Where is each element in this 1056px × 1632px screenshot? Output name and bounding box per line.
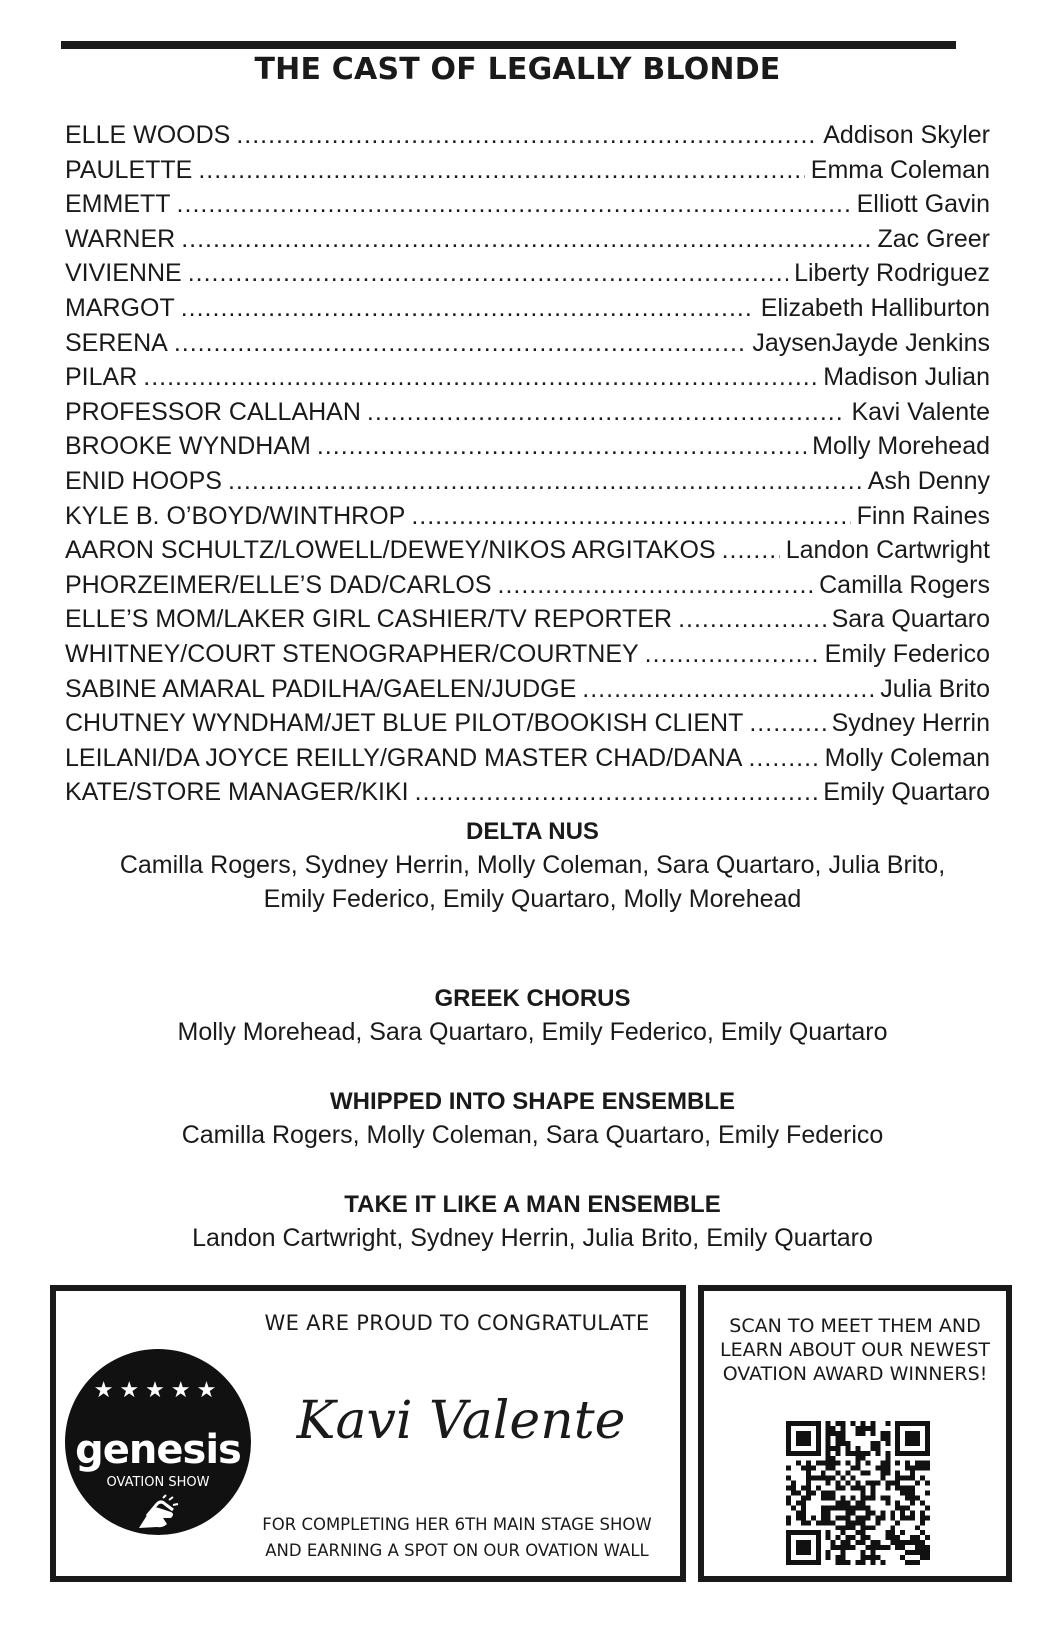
top-rule [61,41,956,49]
congrats-note-line: FOR COMPLETING HER 6TH MAIN STAGE SHOW [262,1515,652,1534]
cast-row [65,502,990,537]
ensemble-take-it-like-a-man [61,1188,1004,1255]
ensemble-greek-chorus [61,982,1004,1049]
cast-role: PHORZEIMER/ELLE’S DAD/CARLOS [65,570,492,599]
cast-actor: Ash Denny [867,466,990,495]
cast-list [65,121,990,813]
cast-row [65,363,990,398]
cast-role: EMMETT [65,190,171,219]
cast-role: CHUTNEY WYNDHAM/JET BLUE PILOT/BOOKISH CLIENT [65,709,744,738]
dot-leader [498,571,814,600]
cast-row [65,778,990,813]
cast-actor: Elizabeth Halliburton [760,293,990,322]
congrats-note [246,1512,668,1564]
dot-leader [722,536,780,565]
cast-row [65,121,990,156]
cast-role: ELLE’S MOM/LAKER GIRL CASHIER/TV REPORTER [65,605,673,634]
dot-leader [198,156,804,185]
cast-row [65,675,990,710]
dot-leader [181,294,755,323]
cast-actor: Zac Greer [877,224,990,253]
ensemble-whipped-into-shape [61,1085,1004,1152]
genesis-logo [65,1349,251,1535]
cast-actor: Finn Raines [856,501,990,530]
page-title: THE CAST OF LEGALLY BLONDE [254,52,781,87]
cast-role: WARNER [65,224,176,253]
qr-code-icon[interactable] [786,1421,930,1565]
cast-role: KYLE B. O’BOYD/WINTHROP [65,501,406,530]
cast-row [65,744,990,779]
cast-actor: JaysenJayde Jenkins [752,328,990,357]
logo-wordmark: genesis [75,1427,241,1473]
ensemble-heading: DELTA NUS [466,818,599,845]
qr-heading-line: LEARN ABOUT OUR NEWEST [719,1339,991,1361]
congrats-box [50,1285,686,1582]
cast-row [65,432,990,467]
cast-actor: Molly Coleman [824,743,990,772]
cast-row [65,640,990,675]
cast-row [65,605,990,640]
cast-role: VIVIENNE [65,259,182,288]
dot-leader [181,225,871,254]
dot-leader [228,467,862,496]
cast-row [65,571,990,606]
cast-row [65,294,990,329]
cast-actor: Emma Coleman [810,155,990,184]
qr-heading-line: OVATION AWARD WINNERS! [722,1363,988,1385]
dot-leader [317,432,806,461]
cast-role: MARGOT [65,293,175,322]
cast-role: SERENA [65,328,168,357]
cast-role: ELLE WOODS [65,121,231,149]
cast-actor: Emily Federico [824,639,990,668]
cast-actor: Molly Morehead [812,432,990,461]
dot-leader [645,640,819,669]
ensemble-members: Landon Cartwright, Sydney Herrin, Julia Brito, Emily Quartaro [192,1224,873,1252]
dot-leader [411,502,850,531]
cast-row [65,329,990,364]
ensemble-members: Camilla Rogers, Molly Coleman, Sara Quartaro, Emily Federico [181,1121,884,1149]
dot-leader [367,398,846,427]
ensemble-members: Emily Federico, Emily Quartaro, Molly Morehead [263,885,802,913]
cast-role: LEILANI/DA JOYCE REILLY/GRAND MASTER CHAD/DANA [65,743,743,772]
ensemble-heading: TAKE IT LIKE A MAN ENSEMBLE [344,1191,721,1218]
cast-role: AARON SCHULTZ/LOWELL/DEWEY/NIKOS ARGITAKOS [65,536,716,565]
congrats-heading: WE ARE PROUD TO CONGRATULATE [264,1311,650,1335]
dot-leader [415,778,818,807]
cast-row [65,156,990,191]
cast-role: PROFESSOR CALLAHAN [65,397,361,426]
dot-leader [678,605,825,634]
cast-actor: Madison Julian [823,363,990,392]
qr-heading [704,1314,1006,1386]
dot-leader [188,259,788,288]
logo-subtitle: OVATION SHOW [106,1475,210,1490]
cast-row [65,225,990,260]
dot-leader [177,190,851,219]
ensemble-heading: WHIPPED INTO SHAPE ENSEMBLE [330,1088,735,1115]
cast-actor: Liberty Rodriguez [794,259,990,288]
cast-actor: Landon Cartwright [785,536,990,565]
qr-heading-line: SCAN TO MEET THEM AND [729,1315,981,1337]
cast-actor: Camilla Rogers [819,570,990,599]
honoree-name: Kavi Valente [296,1391,626,1451]
cast-row [65,467,990,502]
cast-actor: Sara Quartaro [831,605,990,634]
cast-row [65,398,990,433]
cast-actor: Kavi Valente [851,397,990,426]
ensemble-delta-nus [61,815,1004,916]
cast-role: KATE/STORE MANAGER/KIKI [65,778,409,807]
cast-role: SABINE AMARAL PADILHA/GAELEN/JUDGE [65,674,577,703]
ensemble-members: Molly Morehead, Sara Quartaro, Emily Federico, Emily Quartaro [177,1018,888,1046]
cast-row [65,536,990,571]
cast-actor: Addison Skyler [823,121,990,149]
congrats-note-line: AND EARNING A SPOT ON OUR OVATION WALL [265,1541,649,1560]
ensemble-heading: GREEK CHORUS [434,985,631,1012]
cast-actor: Elliott Gavin [856,190,990,219]
qr-box [698,1285,1012,1582]
cast-role: WHITNEY/COURT STENOGRAPHER/COURTNEY [65,639,639,668]
ensemble-members: Camilla Rogers, Sydney Herrin, Molly Coleman, Sara Quartaro, Julia Brito, [119,851,946,879]
cast-actor: Julia Brito [880,674,990,703]
stars-icon: ★★★★★ [93,1377,223,1402]
clapping-hands-icon [133,1494,183,1530]
dot-leader [174,329,747,358]
dot-leader [582,675,874,704]
cast-row [65,709,990,744]
cast-role: ENID HOOPS [65,466,222,495]
cast-role: PAULETTE [65,155,193,184]
dot-leader [748,744,818,773]
cast-row [65,190,990,225]
cast-role: PILAR [65,363,138,392]
dot-leader [236,121,817,150]
dot-leader [143,363,817,392]
dot-leader [749,709,825,738]
cast-actor: Sydney Herrin [831,709,990,738]
cast-row [65,259,990,294]
cast-role: BROOKE WYNDHAM [65,432,311,461]
cast-actor: Emily Quartaro [823,778,990,807]
